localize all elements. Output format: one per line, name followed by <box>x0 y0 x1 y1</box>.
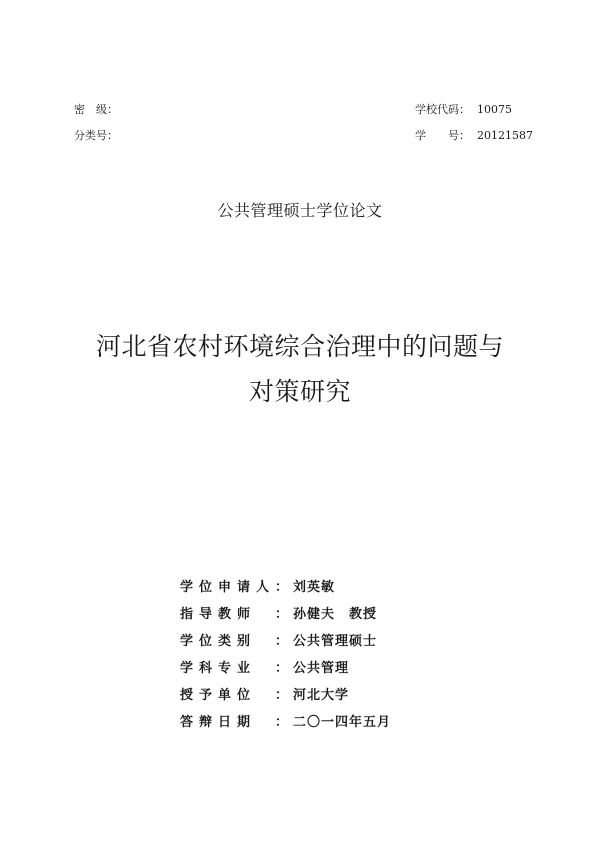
student-number-label: 学 号： <box>415 129 470 142</box>
colon: ： <box>275 580 289 595</box>
major-label: 学科专业 <box>180 661 257 676</box>
colon: ： <box>275 688 289 703</box>
category-number-label: 分类号： <box>74 129 118 142</box>
degree-category-label: 学位类别 <box>180 634 257 649</box>
school-code-row <box>415 97 533 123</box>
school-code-label: 学校代码： <box>415 103 470 116</box>
applicant-value: 刘英敏 <box>293 580 336 595</box>
school-code-value: 10075 <box>477 103 512 116</box>
school-info-block <box>415 97 533 149</box>
supervisor-value: 孙健夫 教授 <box>293 607 378 622</box>
info-row-degree-category <box>180 626 391 653</box>
institution-value: 河北大学 <box>293 688 350 703</box>
security-level-label: 密 级： <box>74 103 118 116</box>
thesis-title-line-2: 对策研究 <box>248 377 351 406</box>
colon: ： <box>275 634 289 649</box>
info-row-institution <box>180 680 391 707</box>
supervisor-label: 指导教师 <box>180 607 257 622</box>
applicant-info-block <box>180 572 391 734</box>
student-number-value: 20121587 <box>477 129 533 142</box>
thesis-title-line-1: 河北省农村环境综合治理中的问题与 <box>95 332 504 361</box>
thesis-title <box>0 324 600 414</box>
info-row-supervisor <box>180 599 391 626</box>
classification-block <box>74 97 118 149</box>
colon: ： <box>275 715 289 730</box>
degree-type-heading: 公共管理硕士学位论文 <box>217 201 383 220</box>
colon: ： <box>275 661 289 676</box>
category-number-row <box>74 123 118 149</box>
defense-date-label: 答辩日期 <box>180 715 257 730</box>
info-row-defense-date <box>180 707 391 734</box>
info-row-applicant <box>180 572 391 599</box>
degree-category-value: 公共管理硕士 <box>293 634 378 649</box>
colon: ： <box>275 607 289 622</box>
major-value: 公共管理 <box>293 661 350 676</box>
institution-label: 授予单位 <box>180 688 257 703</box>
security-level-row <box>74 97 118 123</box>
student-number-row <box>415 123 533 149</box>
defense-date-value: 二〇一四年五月 <box>293 715 392 730</box>
applicant-label: 学位申请人 <box>180 580 276 595</box>
info-row-major <box>180 653 391 680</box>
